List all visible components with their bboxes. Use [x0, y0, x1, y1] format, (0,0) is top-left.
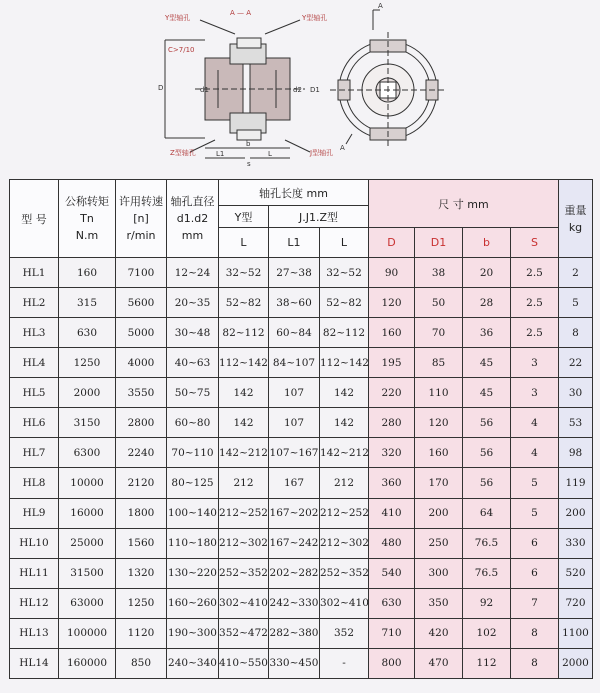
cell-dim-S: 3: [511, 378, 559, 408]
cell-dim-S: 6: [511, 558, 559, 588]
header-bore-line3: mm: [181, 229, 204, 242]
table-row: [10, 618, 593, 648]
cell-y-length: 352~472: [219, 618, 269, 648]
table-row: [10, 348, 593, 378]
cell-dim-b: 76.5: [463, 558, 511, 588]
cell-bore-diameter: 80~125: [167, 468, 219, 498]
cell-jz-length-l: 352: [320, 618, 369, 648]
cell-dim-D1: 420: [415, 618, 463, 648]
view-A-label: A: [378, 2, 383, 10]
header-speed-line3: r/min: [126, 229, 156, 242]
header-L1: L1: [269, 228, 320, 258]
cell-dim-S: 5: [511, 468, 559, 498]
cell-y-length: 32~52: [219, 258, 269, 288]
cell-torque: 16000: [59, 498, 116, 528]
table-row: [10, 408, 593, 438]
cell-dim-D: 280: [369, 408, 415, 438]
table-row: [10, 528, 593, 558]
cell-torque: 315: [59, 288, 116, 318]
cell-dim-D: 195: [369, 348, 415, 378]
cell-weight: 2000: [559, 648, 593, 678]
cell-jz-length-l: 52~82: [320, 288, 369, 318]
cell-weight: 22: [559, 348, 593, 378]
cell-weight: 5: [559, 288, 593, 318]
header-D: D: [369, 228, 415, 258]
spec-table-body: [10, 258, 593, 679]
cell-y-length: 410~550: [219, 648, 269, 678]
cell-dim-S: 4: [511, 408, 559, 438]
cell-y-length: 82~112: [219, 318, 269, 348]
cell-y-length: 142: [219, 378, 269, 408]
cell-jz-length-l1: 330~450: [269, 648, 320, 678]
cell-model: HL2: [10, 288, 59, 318]
cell-speed: 1250: [116, 588, 167, 618]
cell-jz-length-l1: 60~84: [269, 318, 320, 348]
cell-dim-b: 56: [463, 468, 511, 498]
dim-D1-label: D1: [310, 86, 320, 94]
cell-y-length: 212~252: [219, 498, 269, 528]
spec-table: [9, 179, 593, 679]
j-bore-label: J型轴孔: [310, 149, 334, 157]
header-weight-line1: 重量: [564, 203, 587, 217]
header-y-type: Y型: [219, 206, 269, 228]
dim-D-label: D: [158, 84, 164, 92]
cell-dim-D1: 250: [415, 528, 463, 558]
cell-bore-diameter: 40~63: [167, 348, 219, 378]
cell-bore-diameter: 110~180: [167, 528, 219, 558]
table-row: [10, 438, 593, 468]
c-label: C>7/10: [168, 46, 195, 54]
cell-dim-D: 410: [369, 498, 415, 528]
cell-speed: 2800: [116, 408, 167, 438]
cell-dim-D: 540: [369, 558, 415, 588]
cell-model: HL1: [10, 258, 59, 288]
cell-speed: 7100: [116, 258, 167, 288]
cell-weight: 53: [559, 408, 593, 438]
cell-dim-S: 2.5: [511, 258, 559, 288]
cell-dim-b: 28: [463, 288, 511, 318]
cell-bore-diameter: 240~340: [167, 648, 219, 678]
coupling-drawing: [0, 0, 600, 178]
header-S: S: [511, 228, 559, 258]
cell-dim-b: 92: [463, 588, 511, 618]
cell-torque: 160: [59, 258, 116, 288]
cell-model: HL6: [10, 408, 59, 438]
cell-speed: 5600: [116, 288, 167, 318]
header-bore-line2: d1.d2: [176, 212, 209, 225]
side-view: [165, 20, 310, 158]
cell-dim-S: 5: [511, 498, 559, 528]
cell-torque: 630: [59, 318, 116, 348]
cell-dim-D1: 38: [415, 258, 463, 288]
cell-dim-D: 320: [369, 438, 415, 468]
cell-bore-diameter: 70~110: [167, 438, 219, 468]
cell-weight: 119: [559, 468, 593, 498]
cell-dim-D1: 470: [415, 648, 463, 678]
cell-bore-diameter: 160~260: [167, 588, 219, 618]
cell-weight: 200: [559, 498, 593, 528]
cell-dim-S: 2.5: [511, 288, 559, 318]
cell-model: HL4: [10, 348, 59, 378]
cell-weight: 2: [559, 258, 593, 288]
cell-jz-length-l: 142: [320, 408, 369, 438]
cell-dim-D: 710: [369, 618, 415, 648]
cell-dim-b: 64: [463, 498, 511, 528]
dim-L-label: L: [268, 150, 272, 158]
cell-speed: 2240: [116, 438, 167, 468]
cell-dim-b: 45: [463, 378, 511, 408]
cell-dim-S: 7: [511, 588, 559, 618]
view-A2-label: A: [340, 144, 345, 152]
cell-jz-length-l: 32~52: [320, 258, 369, 288]
cell-weight: 520: [559, 558, 593, 588]
cell-model: HL5: [10, 378, 59, 408]
header-b: b: [463, 228, 511, 258]
cell-jz-length-l1: 167~202: [269, 498, 320, 528]
cell-dim-D: 480: [369, 528, 415, 558]
table-row: [10, 288, 593, 318]
cell-dim-S: 6: [511, 528, 559, 558]
cell-model: HL7: [10, 438, 59, 468]
cell-y-length: 112~142: [219, 348, 269, 378]
header-bore-line1: 轴孔直径: [170, 195, 215, 208]
cell-speed: 1560: [116, 528, 167, 558]
cell-y-length: 142: [219, 408, 269, 438]
header-speed: [116, 180, 167, 258]
cell-torque: 2000: [59, 378, 116, 408]
table-row: [10, 318, 593, 348]
dim-s-label: s: [247, 160, 251, 168]
cell-model: HL10: [10, 528, 59, 558]
header-jz-type: J.J1.Z型: [269, 206, 369, 228]
header-L-jz: L: [320, 228, 369, 258]
cell-dim-D: 630: [369, 588, 415, 618]
cell-jz-length-l: 112~142: [320, 348, 369, 378]
cell-dim-D: 220: [369, 378, 415, 408]
cell-jz-length-l: 252~352: [320, 558, 369, 588]
cell-jz-length-l: 212~252: [320, 498, 369, 528]
header-bore: [167, 180, 219, 258]
cell-dim-D1: 160: [415, 438, 463, 468]
header-torque-line3: N.m: [75, 229, 99, 242]
cell-model: HL14: [10, 648, 59, 678]
header-torque-line2: Tn: [80, 212, 94, 225]
header-dimensions: 尺 寸 mm: [369, 180, 559, 228]
cell-model: HL8: [10, 468, 59, 498]
cell-jz-length-l1: 282~380: [269, 618, 320, 648]
cell-speed: 1320: [116, 558, 167, 588]
table-row: [10, 588, 593, 618]
cell-model: HL3: [10, 318, 59, 348]
cell-model: HL11: [10, 558, 59, 588]
table-row: [10, 498, 593, 528]
cell-bore-diameter: 100~140: [167, 498, 219, 528]
cell-bore-diameter: 20~35: [167, 288, 219, 318]
cell-dim-b: 56: [463, 408, 511, 438]
cell-torque: 1250: [59, 348, 116, 378]
cell-dim-b: 102: [463, 618, 511, 648]
cell-dim-D: 360: [369, 468, 415, 498]
cell-dim-S: 8: [511, 618, 559, 648]
cell-jz-length-l1: 167: [269, 468, 320, 498]
cell-speed: 1800: [116, 498, 167, 528]
cell-bore-diameter: 30~48: [167, 318, 219, 348]
cell-speed: 1120: [116, 618, 167, 648]
header-D1: D1: [415, 228, 463, 258]
cell-dim-S: 8: [511, 648, 559, 678]
cell-jz-length-l: 82~112: [320, 318, 369, 348]
dim-d2-label: d2: [293, 86, 302, 94]
cell-dim-D1: 200: [415, 498, 463, 528]
cell-jz-length-l1: 27~38: [269, 258, 320, 288]
cell-jz-length-l: 212: [320, 468, 369, 498]
header-speed-line2: [n]: [133, 212, 149, 225]
section-label: A — A: [230, 9, 252, 17]
header-model: 型 号: [10, 180, 59, 258]
cell-y-length: 252~352: [219, 558, 269, 588]
cell-dim-D1: 70: [415, 318, 463, 348]
cell-dim-D: 90: [369, 258, 415, 288]
cell-jz-length-l1: 107: [269, 378, 320, 408]
cell-dim-S: 3: [511, 348, 559, 378]
cell-dim-b: 56: [463, 438, 511, 468]
cell-bore-diameter: 130~220: [167, 558, 219, 588]
cell-jz-length-l1: 202~282: [269, 558, 320, 588]
table-row: [10, 648, 593, 678]
table-row: [10, 558, 593, 588]
cell-y-length: 52~82: [219, 288, 269, 318]
cell-torque: 10000: [59, 468, 116, 498]
cell-dim-b: 76.5: [463, 528, 511, 558]
cell-dim-b: 112: [463, 648, 511, 678]
cell-dim-b: 36: [463, 318, 511, 348]
y-bore-label: Y型轴孔: [302, 14, 328, 22]
cell-dim-D: 800: [369, 648, 415, 678]
cell-jz-length-l1: 107: [269, 408, 320, 438]
cell-weight: 720: [559, 588, 593, 618]
cell-jz-length-l1: 242~330: [269, 588, 320, 618]
header-bore-length: 轴孔长度 mm: [219, 180, 369, 206]
cell-jz-length-l: 142~212: [320, 438, 369, 468]
cell-torque: 25000: [59, 528, 116, 558]
cell-y-length: 302~410: [219, 588, 269, 618]
cell-bore-diameter: 50~75: [167, 378, 219, 408]
cell-model: HL9: [10, 498, 59, 528]
cell-dim-b: 20: [463, 258, 511, 288]
cell-bore-diameter: 60~80: [167, 408, 219, 438]
cell-jz-length-l: 212~302: [320, 528, 369, 558]
cell-weight: 8: [559, 318, 593, 348]
table-row: [10, 258, 593, 288]
cell-jz-length-l: -: [320, 648, 369, 678]
cell-model: HL13: [10, 618, 59, 648]
cell-dim-D1: 85: [415, 348, 463, 378]
cell-dim-b: 45: [463, 348, 511, 378]
cell-bore-diameter: 12~24: [167, 258, 219, 288]
cell-torque: 100000: [59, 618, 116, 648]
cell-speed: 4000: [116, 348, 167, 378]
cell-speed: 2120: [116, 468, 167, 498]
cell-jz-length-l1: 167~242: [269, 528, 320, 558]
table-row: [10, 468, 593, 498]
cell-dim-D1: 120: [415, 408, 463, 438]
header-L: L: [219, 228, 269, 258]
header-weight: [559, 180, 593, 258]
cell-dim-D1: 170: [415, 468, 463, 498]
dim-L1-label: L1: [216, 150, 225, 158]
cell-jz-length-l1: 38~60: [269, 288, 320, 318]
cell-weight: 330: [559, 528, 593, 558]
cell-weight: 98: [559, 438, 593, 468]
cell-dim-D1: 300: [415, 558, 463, 588]
cell-jz-length-l: 302~410: [320, 588, 369, 618]
cell-dim-S: 2.5: [511, 318, 559, 348]
front-view: [330, 10, 446, 148]
cell-speed: 5000: [116, 318, 167, 348]
cell-jz-length-l1: 84~107: [269, 348, 320, 378]
cell-dim-D1: 350: [415, 588, 463, 618]
cell-torque: 31500: [59, 558, 116, 588]
cell-speed: 850: [116, 648, 167, 678]
cell-dim-D: 120: [369, 288, 415, 318]
header-weight-line2: kg: [568, 220, 583, 234]
cell-speed: 3550: [116, 378, 167, 408]
z-bore-label: Z型轴孔: [170, 149, 196, 157]
cell-y-length: 142~212: [219, 438, 269, 468]
cell-jz-length-l1: 107~167: [269, 438, 320, 468]
header-torque: [59, 180, 116, 258]
cell-dim-D1: 110: [415, 378, 463, 408]
cell-jz-length-l: 142: [320, 378, 369, 408]
cell-model: HL12: [10, 588, 59, 618]
cell-dim-S: 4: [511, 438, 559, 468]
cell-torque: 6300: [59, 438, 116, 468]
table-row: [10, 378, 593, 408]
cell-weight: 30: [559, 378, 593, 408]
z-bore-top-label: Y型轴孔: [165, 14, 191, 22]
dim-d1-label: d1: [200, 86, 209, 94]
cell-y-length: 212~302: [219, 528, 269, 558]
header-speed-line1: 许用转速: [119, 195, 163, 208]
cell-dim-D1: 50: [415, 288, 463, 318]
cell-torque: 3150: [59, 408, 116, 438]
cell-y-length: 212: [219, 468, 269, 498]
cell-weight: 1100: [559, 618, 593, 648]
header-torque-line1: 公称转矩: [65, 195, 109, 208]
cell-torque: 160000: [59, 648, 116, 678]
cell-bore-diameter: 190~300: [167, 618, 219, 648]
dim-b-label: b: [246, 140, 251, 148]
cell-torque: 63000: [59, 588, 116, 618]
cell-dim-D: 160: [369, 318, 415, 348]
